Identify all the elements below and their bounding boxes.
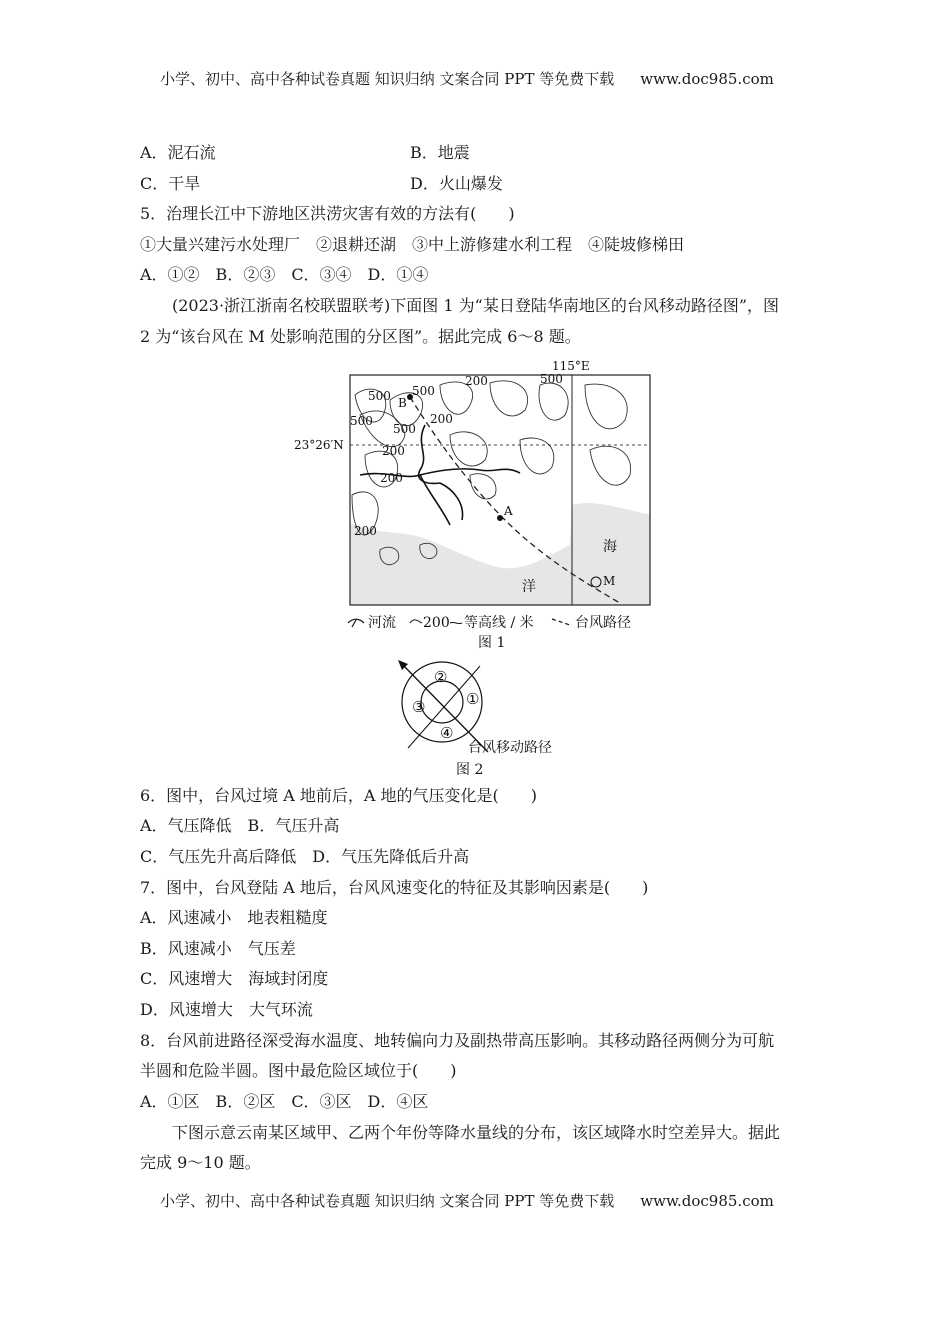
q4-option-d: D．火山爆发 [410, 174, 503, 193]
zone-4-label: ④ [440, 724, 454, 742]
contour-label: 500 [412, 384, 435, 398]
q7-stem: 7．图中，台风登陆 A 地后，台风风速变化的特征及其影响因素是( ) [140, 878, 649, 897]
q8-line1: 8．台风前进路径深受海水温度、地转偏向力及副热带高压影响。其移动路径两侧分为可航 [140, 1031, 775, 1050]
legend-river-icon [348, 619, 364, 627]
sea-label-2: 洋 [522, 579, 536, 595]
point-a-label: A [504, 504, 513, 518]
page-footer [160, 1190, 774, 1212]
header-text: 小学、初中、高中各种试卷真题 知识归纳 文案合同 PPT 等免费下载 [160, 70, 615, 88]
q7-option-d: D．风速增大 大气环流 [140, 1000, 313, 1019]
q8-options: A．①区 B．②区 C．③区 D．④区 [140, 1092, 429, 1111]
q7-option-b: B．风速减小 气压差 [140, 939, 296, 958]
q5-options: A．①② B．②③ C．③④ D．①④ [140, 265, 429, 284]
footer-text: 小学、初中、高中各种试卷真题 知识归纳 文案合同 PPT 等免费下载 [160, 1192, 615, 1210]
point-b-label: B [398, 396, 407, 410]
contour-label: 500 [368, 389, 391, 403]
intro2-line1: 下图示意云南某区域甲、乙两个年份等降水量线的分布，该区域降水时空差异大。据此 [172, 1123, 781, 1142]
contour-label: 500 [350, 414, 373, 428]
contour-label: 200 [382, 444, 405, 458]
contour-label: 200 [465, 374, 488, 388]
legend-river-label: 河流 [368, 615, 396, 631]
q6-options-ab: A．气压降低 B．气压升高 [140, 816, 340, 835]
intro2-line2: 完成 9～10 题。 [140, 1153, 261, 1172]
contour-label: 200 [354, 524, 377, 538]
contour-label: 500 [393, 422, 416, 436]
intro1-line1: (2023·浙江浙南名校联盟联考)下面图 1 为“某日登陆华南地区的台风移动路径图”，图 [172, 296, 780, 315]
sea-label-1: 海 [603, 539, 617, 555]
figure-1-caption: 图 1 [478, 635, 506, 651]
longitude-label: 115°E [552, 359, 590, 373]
legend-contour-icon-tail [450, 622, 462, 623]
figure-2-caption: 图 2 [456, 762, 484, 778]
legend-contour-value: 200 [423, 615, 450, 631]
q6-stem: 6．图中，台风过境 A 地前后，A 地的气压变化是( ) [140, 786, 538, 805]
q7-option-a: A．风速减小 地表粗糙度 [140, 908, 328, 927]
header-url: www.doc985.com [640, 70, 774, 88]
intro1-line2: 2 为“该台风在 M 处影响范围的分区图”。据此完成 6～8 题。 [140, 327, 581, 346]
legend-path-label: 台风路径 [575, 615, 631, 631]
q6-options-cd: C．气压先升高后降低 D．气压先降低后升高 [140, 847, 470, 866]
q5-stem: 5．治理长江中下游地区洪涝灾害有效的方法有( ) [140, 204, 515, 223]
zone-2-label: ② [434, 668, 448, 686]
legend-path-icon [552, 619, 570, 625]
figure-1-typhoon-map [290, 355, 690, 655]
path-label: 台风移动路径 [468, 740, 552, 756]
contour-label: 200 [380, 471, 403, 485]
point-m-label: M [603, 574, 616, 588]
legend-contour-label: 等高线 / 米 [464, 615, 534, 631]
q8-line2: 半圆和危险半圆。图中最危险区域位于( ) [140, 1061, 457, 1080]
page-header [160, 68, 774, 90]
legend-contour-icon [410, 620, 422, 623]
q5-items: ①大量兴建污水处理厂 ②退耕还湖 ③中上游修建水利工程 ④陡坡修梯田 [140, 235, 685, 254]
q4-option-a: A．泥石流 [140, 143, 216, 162]
footer-url: www.doc985.com [640, 1192, 774, 1210]
zone-1-label: ① [466, 690, 480, 708]
zone-3-label: ③ [412, 698, 426, 716]
q7-option-c: C．风速增大 海域封闭度 [140, 969, 329, 988]
latitude-label: 23°26′N [294, 438, 344, 452]
contour-label: 200 [430, 412, 453, 426]
figure-2-zone-diagram [390, 660, 590, 778]
q4-option-b: B．地震 [410, 143, 470, 162]
inner-circle [421, 681, 463, 723]
contour-label: 500 [540, 372, 563, 386]
q4-option-c: C．干旱 [140, 174, 201, 193]
point-a-marker [497, 515, 503, 521]
